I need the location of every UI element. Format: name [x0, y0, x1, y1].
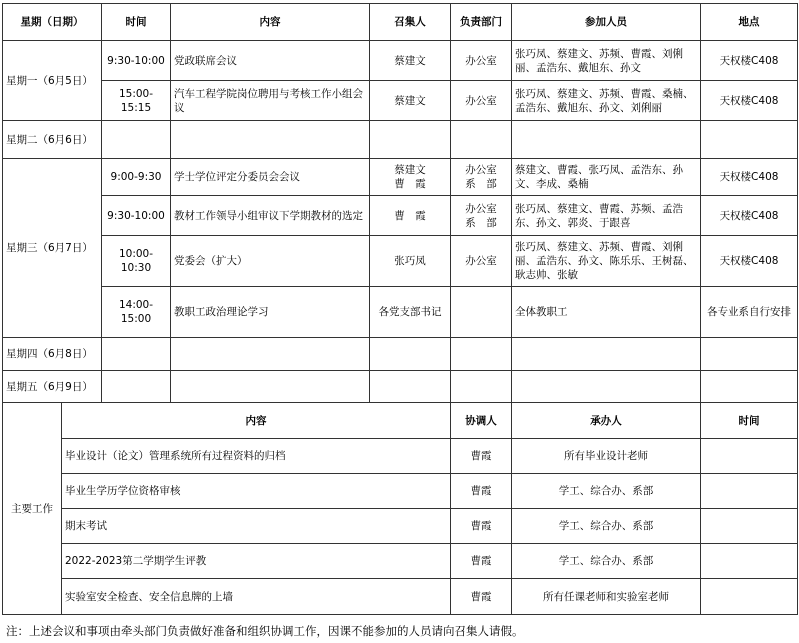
- main-work-row: [3, 509, 798, 544]
- header-participants: 参加人员: [512, 4, 701, 41]
- main-work-coordinator: 曹霞: [451, 579, 512, 615]
- meeting-dept: 办公室: [451, 236, 512, 287]
- main-work-header-content: 内容: [62, 403, 451, 439]
- main-work-content: 期末考试: [62, 509, 451, 544]
- main-work-coordinator: 曹霞: [451, 474, 512, 509]
- day-row-fri: [3, 371, 798, 403]
- main-work-content: 毕业生学历学位资格审核: [62, 474, 451, 509]
- header-place: 地点: [701, 4, 798, 41]
- main-work-time: [701, 439, 798, 474]
- meeting-dept: 办公室 系 部: [451, 159, 512, 196]
- meeting-place: 天权楼C408: [701, 196, 798, 236]
- meeting-dept: 办公室 系 部: [451, 196, 512, 236]
- meeting-content: 教职工政治理论学习: [171, 287, 370, 338]
- header-day: 星期（日期）: [3, 4, 102, 41]
- meeting-place: 天权楼C408: [701, 81, 798, 121]
- meeting-time: 9:30-10:00: [102, 196, 171, 236]
- day-wed: 星期三（6月7日）: [3, 159, 102, 338]
- main-work-content: 毕业设计（论文）管理系统所有过程资料的归档: [62, 439, 451, 474]
- meeting-participants: 张巧凤、蔡建文、苏频、曹霞、刘俐丽、孟浩东、孙文、陈乐乐、王树磊、耿志帅、张敏: [512, 236, 701, 287]
- day-row-tue: [3, 121, 798, 159]
- meeting-content: 党委会（扩大）: [171, 236, 370, 287]
- main-work-coordinator: 曹霞: [451, 544, 512, 579]
- meeting-row: [3, 81, 798, 121]
- main-work-row: [3, 579, 798, 615]
- meeting-convener: 蔡建文 曹 霞: [370, 159, 451, 196]
- meeting-content: 学士学位评定分委员会会议: [171, 159, 370, 196]
- main-work-time: [701, 509, 798, 544]
- footer-note: 注：上述会议和事项由牵头部门负责做好准备和组织协调工作，因课不能参加的人员请向召集人请假。: [6, 624, 524, 638]
- main-work-coordinator: 曹霞: [451, 439, 512, 474]
- main-work-undertaker: 所有毕业设计老师: [512, 439, 701, 474]
- meeting-dept: 办公室: [451, 41, 512, 81]
- header-dept: 负责部门: [451, 4, 512, 41]
- main-work-time: [701, 544, 798, 579]
- meeting-row: [3, 159, 798, 196]
- main-work-row: [3, 544, 798, 579]
- meeting-place: 天权楼C408: [701, 236, 798, 287]
- main-work-content: 2022-2023第二学期学生评教: [62, 544, 451, 579]
- main-work-header-time: 时间: [701, 403, 798, 439]
- main-work-row: [3, 474, 798, 509]
- meeting-participants: 蔡建文、曹霞、张巧凤、孟浩东、孙文、李成、桑楠: [512, 159, 701, 196]
- meeting-place: 天权楼C408: [701, 159, 798, 196]
- day-thu: 星期四（6月8日）: [3, 338, 102, 371]
- header-content: 内容: [171, 4, 370, 41]
- main-work-time: [701, 579, 798, 615]
- day-fri: 星期五（6月9日）: [3, 371, 102, 403]
- main-work-undertaker: 学工、综合办、系部: [512, 509, 701, 544]
- meeting-convener: 蔡建文: [370, 81, 451, 121]
- meeting-dept: [451, 287, 512, 338]
- meeting-time: 14:00-15:00: [102, 287, 171, 338]
- main-work-undertaker: 所有任课老师和实验室老师: [512, 579, 701, 615]
- meeting-content: 教材工作领导小组审议下学期教材的选定: [171, 196, 370, 236]
- meeting-row: [3, 196, 798, 236]
- header-time: 时间: [102, 4, 171, 41]
- meeting-place: 天权楼C408: [701, 41, 798, 81]
- meeting-row: [3, 287, 798, 338]
- meeting-time: 9:30-10:00: [102, 41, 171, 81]
- meeting-row: [3, 236, 798, 287]
- day-mon: 星期一（6月5日）: [3, 41, 102, 121]
- meeting-content: 党政联席会议: [171, 41, 370, 81]
- main-work-header-coordinator: 协调人: [451, 403, 512, 439]
- meeting-content: 汽车工程学院岗位聘用与考核工作小组会议: [171, 81, 370, 121]
- day-row-thu: [3, 338, 798, 371]
- meeting-participants: 张巧凤、蔡建文、曹霞、苏频、孟浩东、孙文、郭炎、于跟喜: [512, 196, 701, 236]
- meeting-time: 9:00-9:30: [102, 159, 171, 196]
- meeting-convener: 张巧凤: [370, 236, 451, 287]
- meeting-time: 15:00-15:15: [102, 81, 171, 121]
- main-work-label: 主要工作: [3, 403, 62, 615]
- meeting-participants: 全体教职工: [512, 287, 701, 338]
- main-work-undertaker: 学工、综合办、系部: [512, 474, 701, 509]
- schedule-table: [2, 3, 798, 615]
- main-work-header-row: [3, 403, 798, 439]
- meeting-place: 各专业系自行安排: [701, 287, 798, 338]
- meeting-participants: 张巧凤、蔡建文、苏频、曹霞、刘俐丽、孟浩东、戴旭东、孙文: [512, 41, 701, 81]
- meeting-convener: 各党支部书记: [370, 287, 451, 338]
- main-work-time: [701, 474, 798, 509]
- main-work-header-undertaker: 承办人: [512, 403, 701, 439]
- meeting-time: 10:00-10:30: [102, 236, 171, 287]
- meeting-convener: 曹 霞: [370, 196, 451, 236]
- header-convener: 召集人: [370, 4, 451, 41]
- main-work-coordinator: 曹霞: [451, 509, 512, 544]
- main-work-undertaker: 学工、综合办、系部: [512, 544, 701, 579]
- meeting-participants: 张巧凤、蔡建文、苏频、曹霞、桑楠、孟浩东、戴旭东、孙文、刘俐丽: [512, 81, 701, 121]
- main-work-row: [3, 439, 798, 474]
- meeting-row: [3, 41, 798, 81]
- day-tue: 星期二（6月6日）: [3, 121, 102, 159]
- meeting-convener: 蔡建文: [370, 41, 451, 81]
- main-work-content: 实验室安全检查、安全信息牌的上墙: [62, 579, 451, 615]
- header-row: [3, 4, 798, 41]
- meeting-dept: 办公室: [451, 81, 512, 121]
